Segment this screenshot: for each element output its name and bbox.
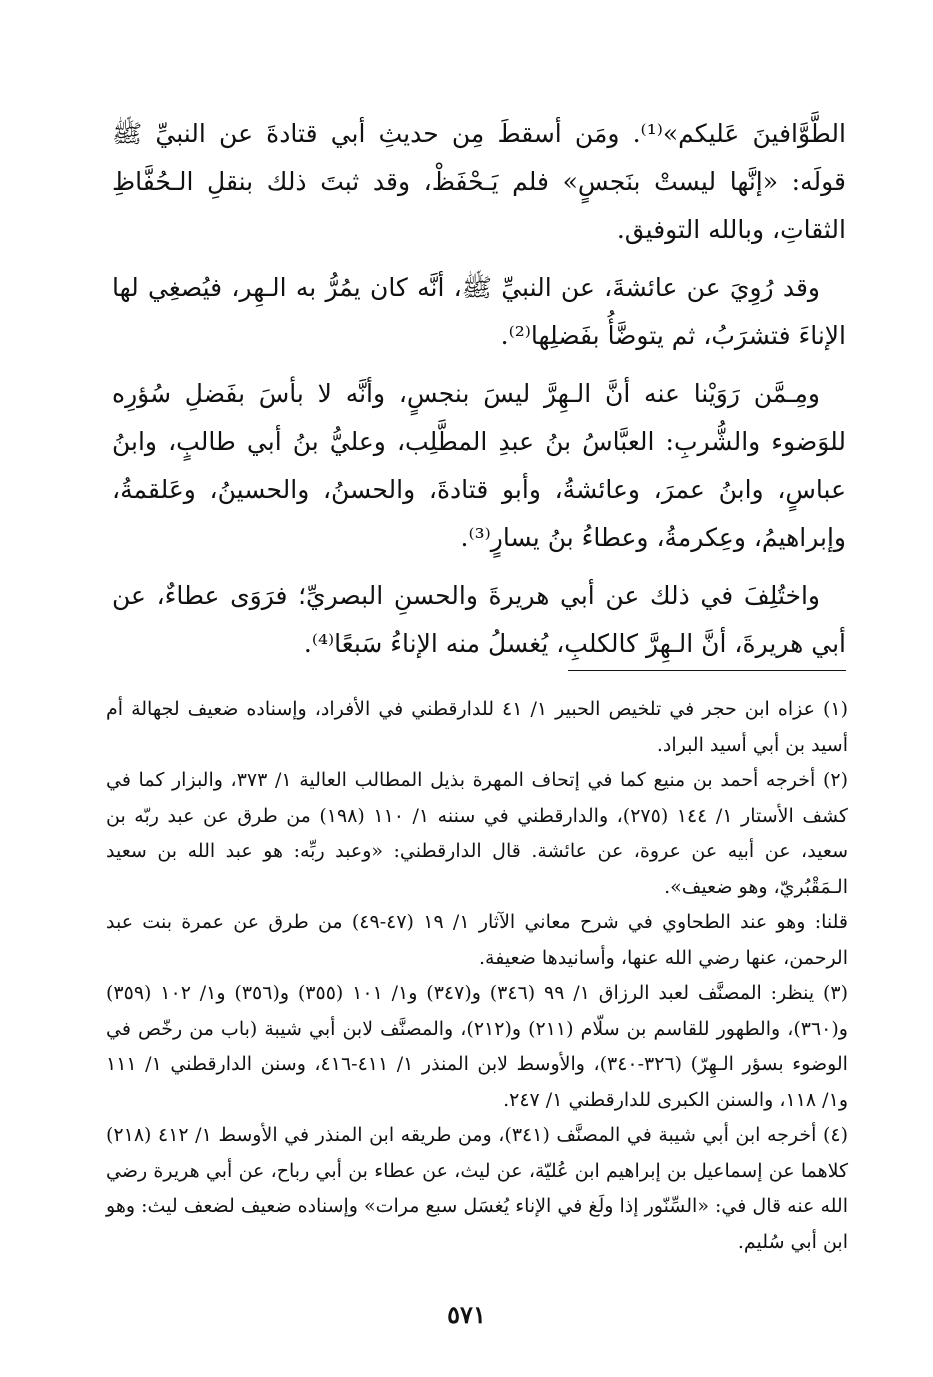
footnote: (٤) أخرجه ابن أبي شيبة في المصنَّف (٣٤١)، ومن طريقه ابن المنذر في الأوسط ١/ ٤١٢ (٢١٨) كلاهما عن إسماعيل بن إبراهيم ابن عُليّة، عن ليث، عن عطاء بن أبي رباح، عن أبي هريرة رضي الله عنه قال في: «السِّنّور إذا ولَغ في الإناء يُغسَل سبع مرات» وإسناده ضعيف لضعف ليث: وهو ابن أبي سُليم. xyxy=(106,1124,849,1253)
main-text xyxy=(112,110,846,678)
footnote-separator xyxy=(568,670,846,671)
paragraph: واختُلِفَ في ذلك عن أبي هريرةَ والحسنِ البصريِّ؛ فرَوَى عطاءٌ، عن أبي هريرةَ، أنَّ الـهِرَّ كالكلبِ، يُغسلُ منه الإناءُ سَبعًا⁽⁴⁾. xyxy=(112,581,846,658)
page-number: ٥٧١ xyxy=(447,1300,486,1329)
footnote: (١) عزاه ابن حجر في تلخيص الحبير ١/ ٤١ للدارقطني في الأفراد، وإسناده ضعيف لجهالة أم أسيد بن أبي أسيد البراد. xyxy=(106,698,848,756)
paragraph: وقد رُوِيَ عن عائشةَ، عن النبيِّ ﷺ، أنَّه كان يمُرُّ به الـهِر، فيُصغِي لها الإناءَ فتشرَبُ، ثم يتوضَّأُ بفَضلِها⁽²⁾. xyxy=(112,273,846,350)
footnote: (٢) أخرجه أحمد بن منيع كما في إتحاف المهرة بذيل المطالب العالية ١/ ٣٧٣، والبزار كما في كشف الأستار ١/ ١٤٤ (٢٧٥)، والدارقطني في سننه ١/ ١١٠ (١٩٨) من طرق عن عبد ربّه بن سعيد، عن أبيه عن عروة، عن عائشة. قال الدارقطني: «وعبد ربِّه: هو عبد الله بن سعيد الـمَقْبُريّ، وهو ضعيف». xyxy=(106,769,848,898)
footnote: (٣) ينظر: المصنَّف لعبد الرزاق ١/ ٩٩ (٣٤٦) و(٣٤٧) و١/ ١٠١ (٣٥٥) و(٣٥٦) و١/ ١٠٢ (٣٥٩) و(٣٦٠)، والطهور للقاسم بن سلّام (٢١١) و(٢١٢)، والمصنَّف لابن أبي شيبة (باب من رخّص في الوضوء بسؤر الـهِرّ) (٣٢٦-٣٤٠)، والأوسط لابن المنذر ١/ ٤١١-٤١٦، وسنن الدارقطني ١/ ١١١ و١/ ١١٨، والسنن الكبرى للدارقطني ١/ ٢٤٧. xyxy=(106,982,848,1111)
paragraph: ومِـمَّن رَوَيْنا عنه أنَّ الـهِرَّ ليسَ بنجسٍ، وأنَّه لا بأسَ بفَضلِ سُؤرِه للوَضوء والشُّربِ: العبَّاسُ بنُ عبدِ المطَّلِب، وعليُّ بنُ أبي طالبٍ، وابنُ عباسٍ، وابنُ عمرَ، وعائشةُ، وأبو قتادةَ، والحسنُ، والحسينُ، وعَلقمةُ، وإبراهيمُ، وعِكرمةُ، وعطاءُ بنُ يسارٍ⁽³⁾. xyxy=(112,379,846,552)
footnote: قلنا: وهو عند الطحاوي في شرح معاني الآثار ١/ ١٩ (٤٧-٤٩) من طرق عن عمرة بنت عبد الرحمن، عنها رضي الله عنها، وأسانيدها ضعيفة. xyxy=(106,911,848,969)
footnotes xyxy=(106,692,848,1260)
paragraph: الطَّوَّافينَ عَليكم»⁽¹⁾. ومَن أسقطَ مِن حديثِ أبي قتادةَ عن النبيِّ ﷺ قولَه: «إنَّها ليستْ بنَجسٍ» فلم يَـحْفَظْ، وقد ثبتَ ذلك بنقلِ الـحُفَّاظِ الثقاتِ، وبالله التوفيق. xyxy=(112,119,846,244)
